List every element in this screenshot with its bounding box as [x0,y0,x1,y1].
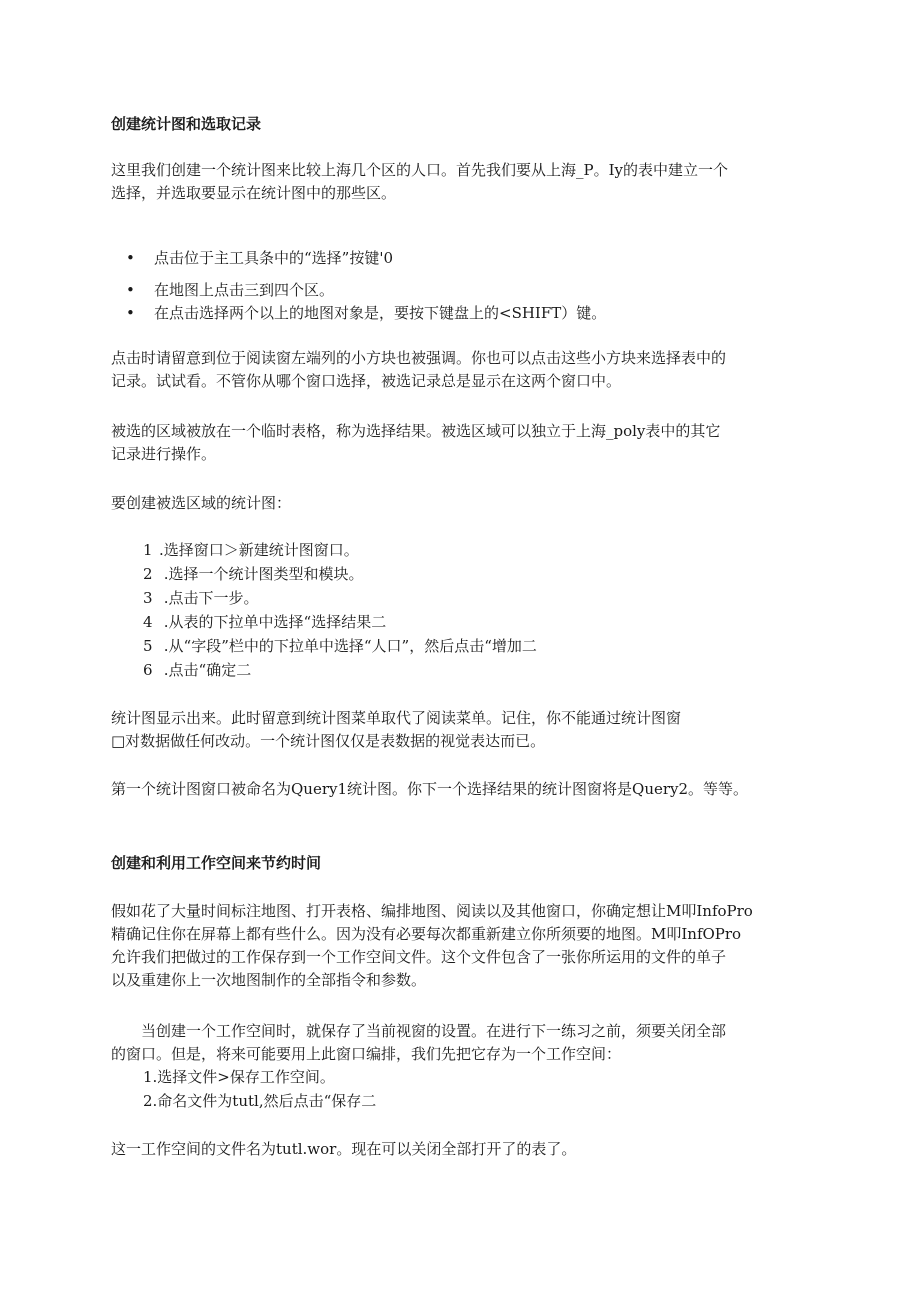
step-number: 6 [143,661,153,679]
intro-line-1: 这里我们创建一个统计图来比较上海几个区的人口。首先我们要从上海_P。Iy的表中建立一个 [111,161,728,179]
para3-line-1: 被选的区域被放在一个临时表格，称为选择结果。被选区域可以独立于上海_poly表中的其它 [111,422,721,440]
bullet-text: 在点击选择两个以上的地图对象是，要按下键盘上的<SHIFT）键。 [154,304,607,322]
section2-paragraph-1 [111,900,816,992]
section1-paragraph-6: 第一个统计图窗口被命名为Query1统计图。你下一个选择结果的统计图窗将是Query2。等等。 [111,780,749,798]
bullet-mark: • [126,249,135,267]
bullet-text: 点击位于主工具条中的“选择”按键'0 [154,249,394,267]
step-text: .点击下一步。 [159,589,259,607]
numbered-step [143,563,364,586]
step-text: .选择窗口＞新建统计图窗口。 [159,541,359,559]
numbered-step [143,611,386,634]
step-number: 3 [143,589,153,607]
step-number: 1 [143,541,153,559]
para5-line-2: □对数据做任何改动。一个统计图仅仅是表数据的视觉表达而已。 [111,732,546,750]
step-text: .从“字段”栏中的下拉单中选择“人口”，然后点击“增加二 [159,637,537,655]
numbered-step [143,539,359,562]
s2-para1-line-3: 允许我们把做过的工作保存到一个工作空间文件。这个文件包含了一张你所运用的文件的单子 [111,948,727,966]
section2-paragraph-2 [111,1020,816,1066]
s2-para1-line-4: 以及重建你上一次地图制作的全部指令和参数。 [111,971,427,989]
section1-paragraph-2 [111,347,816,393]
step-text: .选择一个统计图类型和模块。 [159,565,364,583]
numbered-step [143,659,251,682]
para5-line-1: 统计图显示出来。此时留意到统计图菜单取代了阅读菜单。记住，你不能通过统计图窗 [111,709,682,727]
s2-para1-line-1: 假如花了大量时间标注地图、打开表格、编排地图、阅读以及其他窗口，你确定想让M叩InfoPro [111,902,753,920]
para3-line-2: 记录进行操作。 [111,445,217,463]
intro-line-2: 选择，并选取要显示在统计图中的那些区。 [111,184,397,202]
section2-paragraph-3: 这一工作空间的文件名为tutl.wor。现在可以关闭全部打开了的表了。 [111,1140,577,1158]
s2-para2-line-2: 的窗口。但是，将来可能要用上此窗口编排，我们先把它存为一个工作空间： [111,1045,622,1063]
section1-paragraph-5 [111,707,816,753]
bullet-mark: • [126,304,135,322]
section1-paragraph-4: 要创建被选区域的统计图： [111,494,292,512]
step-number: 2 [143,565,153,583]
step-text: .点击“确定二 [159,661,252,679]
numbered-step: 2.命名文件为tutl,然后点击“保存二 [143,1092,377,1110]
step-number: 5 [143,637,153,655]
numbered-step [143,587,259,610]
bullet-text: 在地图上点击三到四个区。 [154,281,335,299]
step-number: 4 [143,613,153,631]
section1-heading: 创建统计图和选取记录 [111,115,262,133]
numbered-step: 1.选择文件>保存工作空间。 [143,1068,335,1086]
bullet-mark: • [126,281,135,299]
para2-line-1: 点击时请留意到位于阅读窗左端列的小方块也被强调。你也可以点击这些小方块来选择表中的 [111,349,727,367]
section1-intro-paragraph [111,159,816,205]
s2-para1-line-2: 精确记住你在屏幕上都有些什么。因为没有必要每次都重新建立你所须要的地图。M叩InfOPro [111,925,742,943]
s2-para2-line-1: 当创建一个工作空间时，就保存了当前视窗的设置。在进行下一练习之前，须要关闭全部 [141,1022,727,1040]
section2-heading: 创建和利用工作空间来节约时间 [111,854,322,872]
numbered-step [143,635,537,658]
step-text: .从表的下拉单中选择“选择结果二 [159,613,387,631]
para2-line-2: 记录。试试看。不管你从哪个窗口选择，被选记录总是显示在这两个窗口中。 [111,372,622,390]
section1-paragraph-3 [111,420,816,466]
